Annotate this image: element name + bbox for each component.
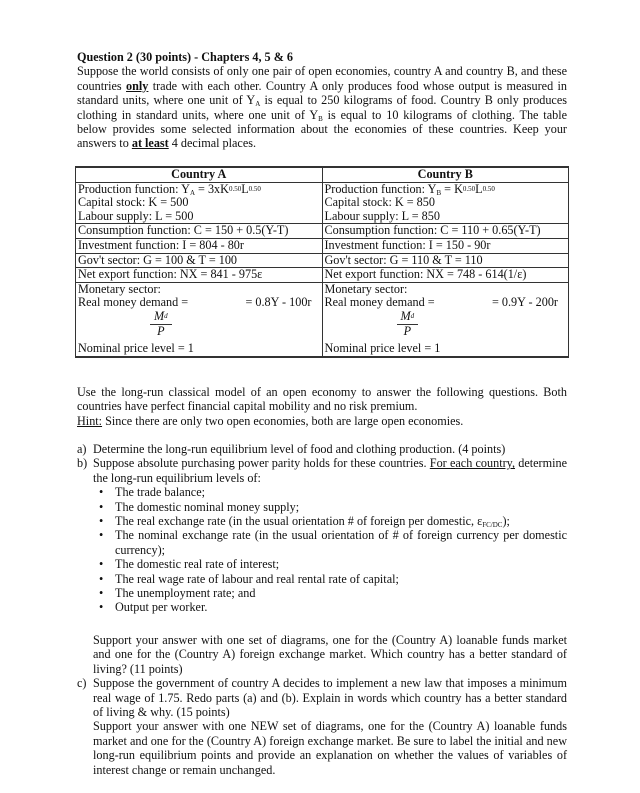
labour-supply: Labour supply: L = 500 (78, 208, 194, 223)
intro-text: trade with each other. Country A only produces food whose output is measured in standard units, where one unit of Y (77, 78, 567, 108)
text: M (154, 308, 165, 323)
question-b-support: Support your answer with one set of diagrams, one for the (Country A) loanable funds market and one for the (Country A) foreign exchange market. Which country has a better standard of living? (11 points) (93, 632, 567, 676)
country-a-production-cell (76, 182, 323, 224)
exponent: 0.50 (228, 184, 242, 193)
text: L (475, 181, 483, 196)
question-text: Determine the long-run equilibrium level of food and clothing production. (4 points) (93, 442, 506, 456)
question-text: Suppose the government of country A decides to implement a new law that imposes a minimum real wage of 1.75. Redo parts (a) and (b). Explain in words which country has a better standard of living & why. (15 points) (93, 676, 567, 719)
intro-text: is equal to 10 kilograms of clothing. The table below provides some selected information about the economies of these countries. Keep your answers to (77, 107, 567, 151)
bullet-item: • The domestic nominal money supply; (99, 500, 567, 514)
production-function (325, 183, 567, 197)
superscript: d (164, 311, 168, 320)
government-sector: Gov't sector: G = 110 & T = 110 (322, 253, 569, 268)
exponent: 0.50 (462, 184, 476, 193)
nominal-price-level: Nominal price level = 1 (324, 341, 441, 356)
bullet-item: • The trade balance; (99, 485, 567, 499)
investment-function: Investment function: I = 150 - 90r (322, 238, 569, 253)
hint-text: Since there are only two open economies, both are large open economies. (102, 413, 464, 428)
net-export-function: Net export function: NX = 748 - 614(1/ε) (322, 268, 569, 283)
labour-supply: Labour supply: L = 850 (324, 208, 440, 223)
text: L (241, 181, 249, 196)
bullet-item: • The unemployment rate; and (99, 586, 567, 600)
instructions-block (77, 385, 567, 428)
emphasis-at-least: at least (131, 136, 169, 151)
money-demand-label: Real money demand = (78, 295, 189, 310)
country-b-production-cell (322, 182, 569, 224)
bullet-item: • The domestic real rate of interest; (99, 557, 567, 571)
nominal-price-level: Nominal price level = 1 (78, 341, 194, 356)
country-a-monetary-cell (76, 282, 323, 356)
intro-paragraph (77, 64, 567, 150)
question-c (77, 676, 567, 777)
subscript: A (189, 188, 195, 197)
text: M (400, 308, 411, 323)
money-demand-equation: = 0.8Y - 100r (245, 295, 312, 310)
investment-function: Investment function: I = 804 - 80r (76, 238, 323, 253)
question-text: determine the long-run equilibrium levels of: (93, 456, 567, 485)
bullet-list (93, 485, 567, 615)
consumption-function: Consumption function: C = 110 + 0.65(Y-T) (322, 224, 569, 239)
intro-text: 4 decimal places. (168, 136, 257, 151)
bullet-item: • The nominal exchange rate (in the usual orientation of # of foreign currency per domestic currency); (99, 528, 567, 557)
production-function (78, 183, 320, 197)
exponent: 0.50 (482, 184, 495, 193)
questions-block (77, 442, 567, 777)
text: Production function: Y (78, 181, 190, 196)
question-label: a) (77, 442, 87, 456)
capital-stock: Capital stock: K = 850 (324, 195, 435, 210)
money-demand-row (325, 296, 567, 310)
government-sector: Gov't sector: G = 100 & T = 100 (76, 253, 323, 268)
denominator: P (157, 323, 165, 338)
hint (77, 414, 567, 428)
text: = 3xK (195, 181, 229, 196)
economies-table (75, 166, 569, 358)
real-money-fraction (150, 310, 172, 338)
subscript: FC/DC (482, 521, 503, 530)
question-text: Suppose absolute purchasing power parity holds for these countries. (93, 456, 430, 471)
text: Production function: Y (324, 181, 437, 196)
country-b-monetary-cell (322, 282, 569, 356)
superscript: d (410, 311, 415, 320)
consumption-function: Consumption function: C = 150 + 0.5(Y-T) (76, 224, 323, 239)
question-label: b) (77, 456, 88, 471)
intro-text: Suppose the world consists of only one pair of open economies, country A and country B, and these countries (77, 64, 567, 93)
subscript: B (436, 188, 442, 197)
denominator: P (403, 323, 412, 338)
hint-label: Hint: (77, 413, 103, 428)
text: = K (441, 181, 463, 196)
monetary-sector-label: Monetary sector: (78, 281, 161, 296)
question-label: c) (77, 676, 87, 691)
money-demand-equation: = 0.9Y - 200r (492, 295, 558, 310)
money-demand-row (78, 296, 320, 310)
numerator (150, 310, 172, 325)
emphasis-each-country: For each country, (429, 456, 516, 471)
country-a-header: Country A (76, 167, 323, 182)
intro-text: is equal to 250 kilograms of food. Country B only produces clothing in standard units, where one unit of Y (77, 93, 567, 122)
bullet-item: • The real wage rate of labour and real rental rate of capital; (99, 572, 567, 586)
question-c-support: Support your answer with one NEW set of diagrams, one for the (Country A) loanable funds market and one for the (Country A) foreign exchange market. Be sure to label the initial and new long-run equilibrium points and provide an explanation on whether the values of variables of interest change or remain unchanged. (93, 719, 567, 777)
exponent: 0.50 (248, 184, 261, 193)
country-b-header: Country B (322, 167, 569, 182)
subscript: B (318, 114, 323, 123)
bullet-item: • Output per worker. (99, 600, 567, 614)
numerator (397, 310, 419, 325)
money-demand-label: Real money demand = (324, 295, 435, 310)
emphasis-only: only (126, 78, 149, 93)
question-a (77, 442, 567, 456)
monetary-sector-label: Monetary sector: (324, 281, 408, 296)
model-instructions: Use the long-run classical model of an open economy to answer the following questions. Both countries have perfect financial capital mobility and no risk premium. (77, 385, 567, 414)
text: The real exchange rate (in the usual orientation # of foreign per domestic, ε (115, 514, 483, 529)
bullet-item (99, 514, 567, 528)
question-heading: Question 2 (30 points) - Chapters 4, 5 & 6 (77, 50, 293, 64)
net-export-function: Net export function: NX = 841 - 975ε (76, 268, 323, 283)
question-b (77, 456, 567, 676)
text: ); (502, 514, 510, 529)
real-money-fraction (397, 310, 419, 338)
subscript: A (255, 100, 261, 109)
capital-stock: Capital stock: K = 500 (78, 195, 189, 210)
question-block (77, 50, 567, 151)
